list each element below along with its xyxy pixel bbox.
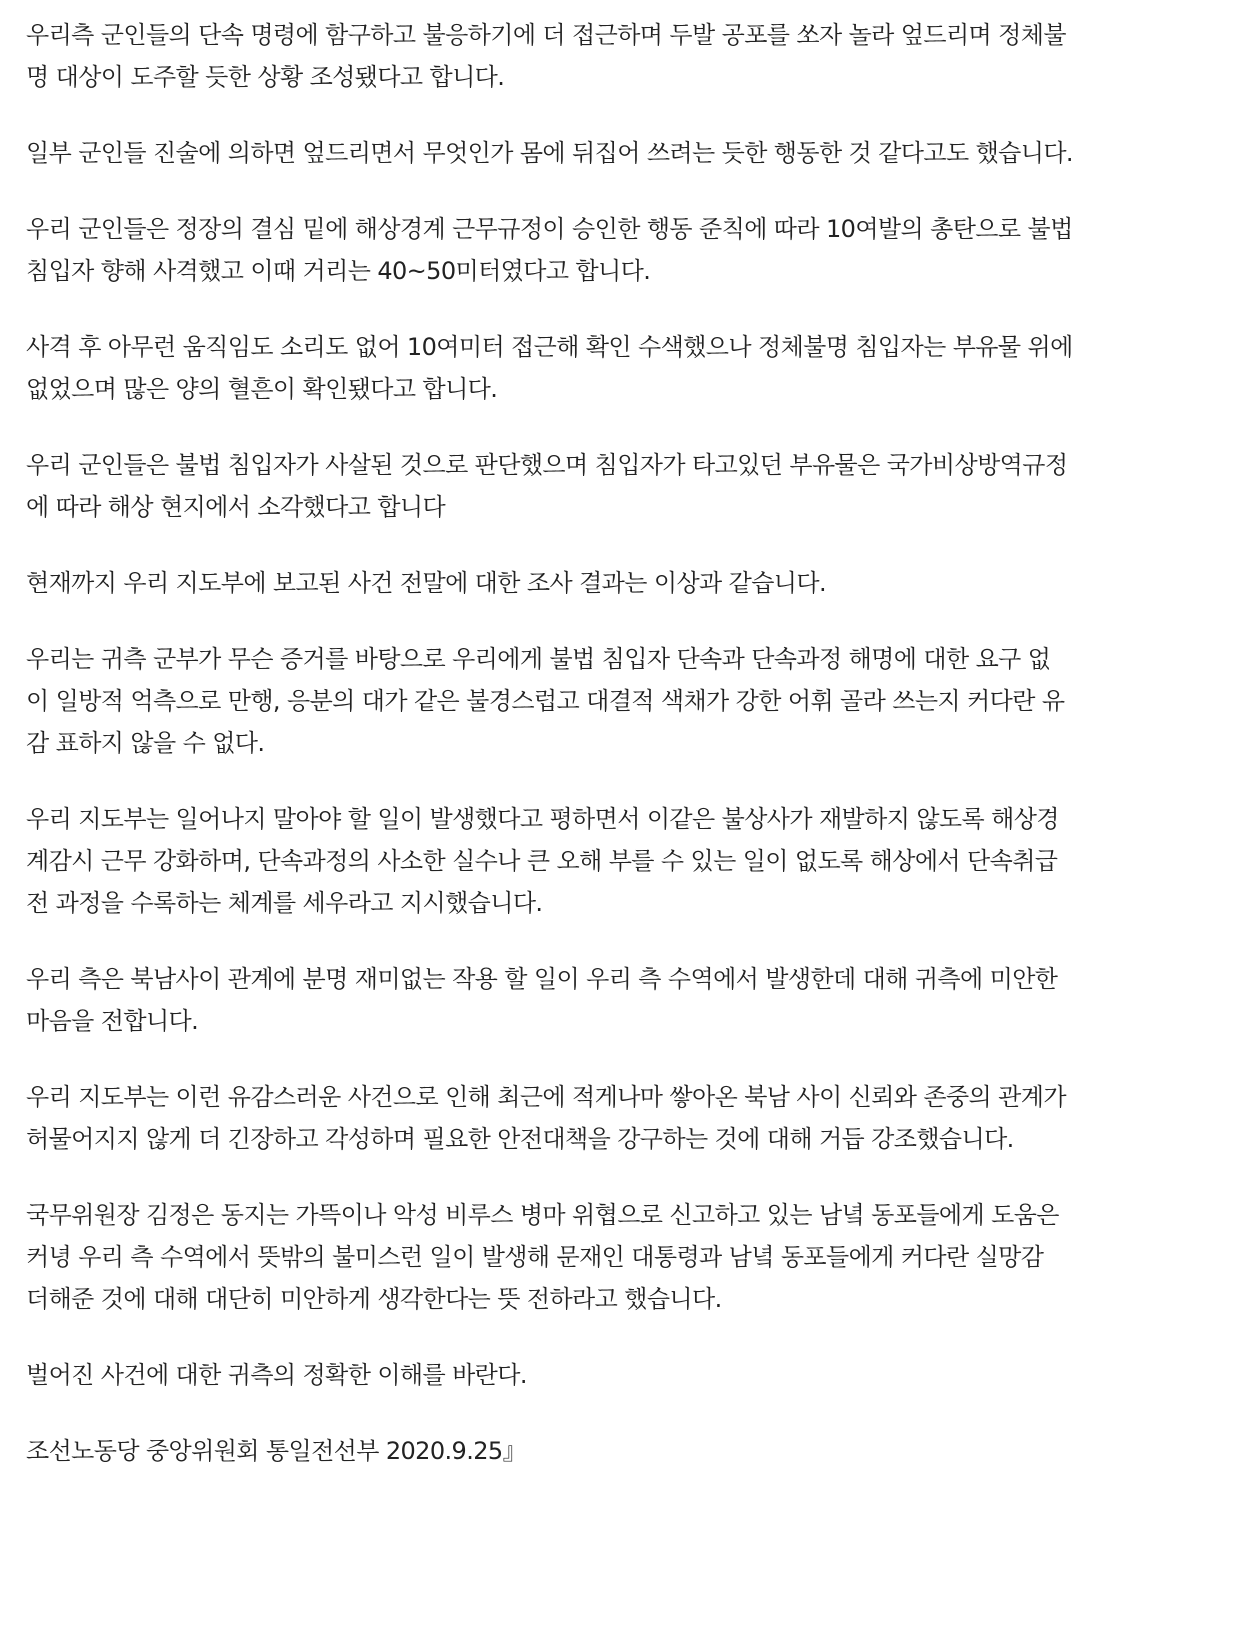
paragraph-line: 침입자 향해 사격했고 이때 거리는 40~50미터였다고 합니다. [26, 257, 651, 285]
paragraph-line: 감 표하지 않을 수 없다. [26, 729, 265, 757]
paragraph-line: 벌어진 사건에 대한 귀측의 정확한 이해를 바란다. [26, 1361, 527, 1389]
paragraph-1 [26, 14, 1226, 98]
paragraph-line: 마음을 전합니다. [26, 1007, 199, 1035]
paragraph-line: 계감시 근무 강화하며, 단속과정의 사소한 실수나 큰 오해 부를 수 있는 일이 없도록 해상에서 단속취급 [26, 847, 1058, 875]
paragraph-line: 에 따라 해상 현지에서 소각했다고 합니다 [26, 493, 446, 521]
paragraph-10 [26, 1076, 1226, 1160]
paragraph-8 [26, 798, 1226, 924]
paragraph-2 [26, 132, 1226, 174]
paragraph-11 [26, 1194, 1226, 1320]
paragraph-line: 우리 군인들은 정장의 결심 밑에 해상경계 근무규정이 승인한 행동 준칙에 따라 10여발의 총탄으로 불법 [26, 215, 1073, 243]
paragraph-line: 조선노동당 중앙위원회 통일전선부 2020.9.25』 [26, 1437, 526, 1465]
paragraph-line: 이 일방적 억측으로 만행, 응분의 대가 같은 불경스럽고 대결적 색채가 강한 어휘 골라 쓰는지 커다란 유 [26, 687, 1065, 715]
paragraph-line: 더해준 것에 대해 대단히 미안하게 생각한다는 뜻 전하라고 했습니다. [26, 1285, 722, 1313]
paragraph-line: 국무위원장 김정은 동지는 가뜩이나 악성 비루스 병마 위협으로 신고하고 있는 남녘 동포들에게 도움은 [26, 1201, 1059, 1229]
paragraph-3 [26, 208, 1226, 292]
paragraph-line: 우리 지도부는 일어나지 말아야 할 일이 발생했다고 평하면서 이같은 불상사가 재발하지 않도록 해상경 [26, 805, 1059, 833]
paragraph-7 [26, 638, 1226, 764]
paragraph-5 [26, 444, 1226, 528]
paragraph-line: 사격 후 아무런 움직임도 소리도 없어 10여미터 접근해 확인 수색했으나 정체불명 침입자는 부유물 위에 [26, 333, 1073, 361]
signature-line [26, 1430, 1226, 1472]
paragraph-line: 허물어지지 않게 더 긴장하고 각성하며 필요한 안전대책을 강구하는 것에 대해 거듭 강조했습니다. [26, 1125, 1014, 1153]
article-body [26, 14, 1226, 1472]
paragraph-line: 현재까지 우리 지도부에 보고된 사건 전말에 대한 조사 결과는 이상과 같습니다. [26, 569, 827, 597]
paragraph-line: 우리 측은 북남사이 관계에 분명 재미없는 작용 할 일이 우리 측 수역에서 발생한데 대해 귀측에 미안한 [26, 965, 1058, 993]
paragraph-line: 우리는 귀측 군부가 무슨 증거를 바탕으로 우리에게 불법 침입자 단속과 단속과정 해명에 대한 요구 없 [26, 645, 1051, 673]
paragraph-6 [26, 562, 1226, 604]
paragraph-12 [26, 1354, 1226, 1396]
paragraph-line: 커녕 우리 측 수역에서 뜻밖의 불미스런 일이 발생해 문재인 대통령과 남녘 동포들에게 커다란 실망감 [26, 1243, 1044, 1271]
paragraph-line: 우리 군인들은 불법 침입자가 사살된 것으로 판단했으며 침입자가 타고있던 부유물은 국가비상방역규정 [26, 451, 1068, 479]
paragraph-line: 명 대상이 도주할 듯한 상황 조성됐다고 합니다. [26, 63, 505, 91]
paragraph-line: 우리 지도부는 이런 유감스러운 사건으로 인해 최근에 적게나마 쌓아온 북남 사이 신뢰와 존중의 관계가 [26, 1083, 1066, 1111]
paragraph-line: 전 과정을 수록하는 체계를 세우라고 지시했습니다. [26, 889, 543, 917]
paragraph-line: 없었으며 많은 양의 혈흔이 확인됐다고 합니다. [26, 375, 498, 403]
paragraph-9 [26, 958, 1226, 1042]
paragraph-line: 우리측 군인들의 단속 명령에 함구하고 불응하기에 더 접근하며 두발 공포를 쏘자 놀라 엎드리며 정체불 [26, 21, 1066, 49]
paragraph-4 [26, 326, 1226, 410]
paragraph-line: 일부 군인들 진술에 의하면 엎드리면서 무엇인가 몸에 뒤집어 쓰려는 듯한 행동한 것 같다고도 했습니다. [26, 139, 1073, 167]
